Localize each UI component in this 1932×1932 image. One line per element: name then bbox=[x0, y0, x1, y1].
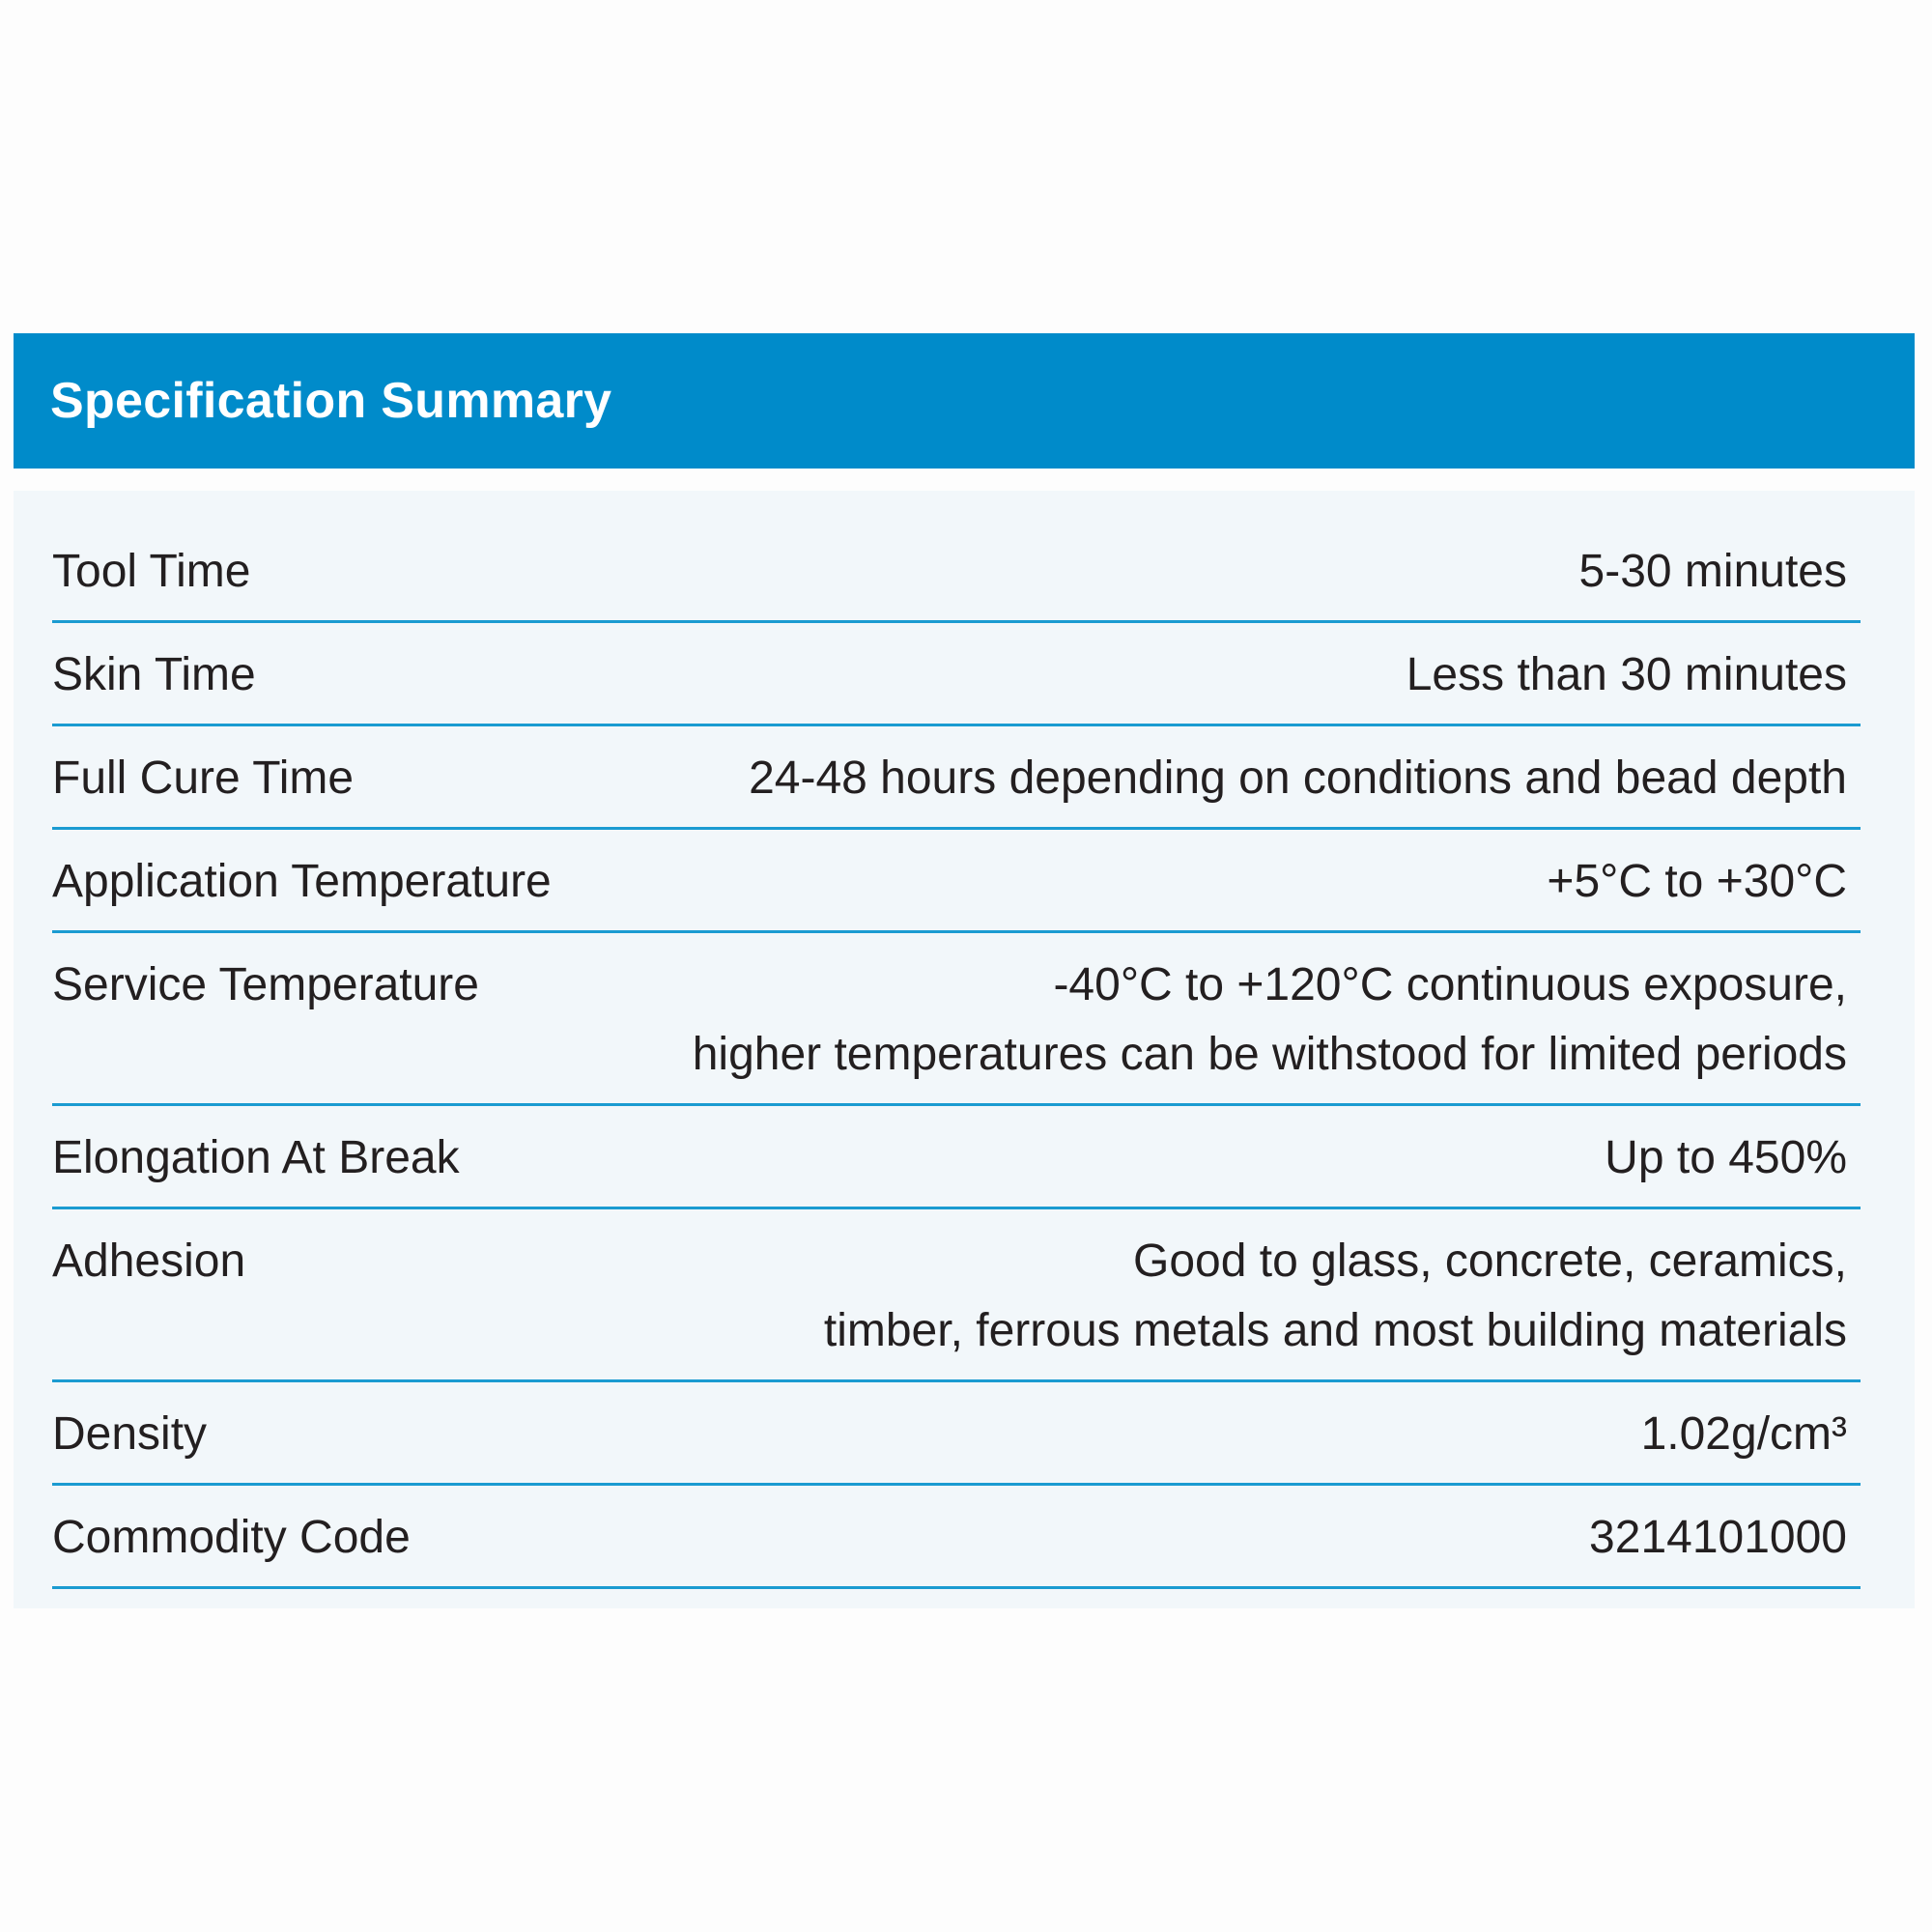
spec-value bbox=[1589, 1503, 1861, 1573]
spec-row-elongation-at-break bbox=[52, 1106, 1861, 1209]
spec-row-tool-time bbox=[52, 520, 1861, 623]
spec-value bbox=[1579, 537, 1861, 607]
spec-value bbox=[1547, 847, 1861, 917]
spec-row-skin-time bbox=[52, 623, 1861, 726]
spec-value-line: higher temperatures can be withstood for limited periods bbox=[692, 1029, 1847, 1080]
spec-row-application-temperature bbox=[52, 830, 1861, 933]
spec-row-service-temperature bbox=[52, 933, 1861, 1106]
spec-value-line: +5°C to +30°C bbox=[1547, 856, 1847, 907]
specification-table bbox=[14, 491, 1915, 1608]
spec-value bbox=[749, 744, 1861, 813]
specification-panel bbox=[14, 333, 1915, 1608]
spec-label: Tool Time bbox=[52, 546, 251, 597]
spec-label: Full Cure Time bbox=[52, 753, 355, 804]
spec-label: Adhesion bbox=[52, 1236, 246, 1287]
spec-label: Skin Time bbox=[52, 649, 256, 700]
spec-value bbox=[824, 1227, 1861, 1366]
spec-row-adhesion bbox=[52, 1209, 1861, 1382]
spec-value bbox=[1605, 1123, 1861, 1193]
spec-value-line: -40°C to +120°C continuous exposure, bbox=[1053, 959, 1847, 1010]
spec-value bbox=[1641, 1400, 1861, 1469]
spec-label: Application Temperature bbox=[52, 856, 552, 907]
spec-value-line: 24-48 hours depending on conditions and bead depth bbox=[749, 753, 1847, 804]
spec-value-line: Up to 450% bbox=[1605, 1132, 1847, 1183]
spec-value-line: Less than 30 minutes bbox=[1406, 649, 1847, 700]
spec-value-line: 3214101000 bbox=[1589, 1512, 1847, 1563]
spec-row-density bbox=[52, 1382, 1861, 1486]
spec-value-line: 1.02g/cm³ bbox=[1640, 1408, 1847, 1460]
spec-value-line: 5-30 minutes bbox=[1578, 546, 1847, 597]
spec-value-line: timber, ferrous metals and most building materials bbox=[823, 1305, 1847, 1356]
spec-value bbox=[693, 951, 1861, 1090]
spec-label: Service Temperature bbox=[52, 959, 479, 1010]
spec-row-full-cure-time bbox=[52, 726, 1861, 830]
spec-value-line: Good to glass, concrete, ceramics, bbox=[1133, 1236, 1847, 1287]
specification-header bbox=[14, 333, 1915, 469]
specification-title: Specification Summary bbox=[50, 373, 612, 429]
spec-label: Commodity Code bbox=[52, 1512, 411, 1563]
spec-label: Density bbox=[52, 1408, 208, 1460]
spec-row-commodity-code bbox=[52, 1486, 1861, 1589]
spec-value bbox=[1406, 640, 1861, 710]
spec-label: Elongation At Break bbox=[52, 1132, 460, 1183]
